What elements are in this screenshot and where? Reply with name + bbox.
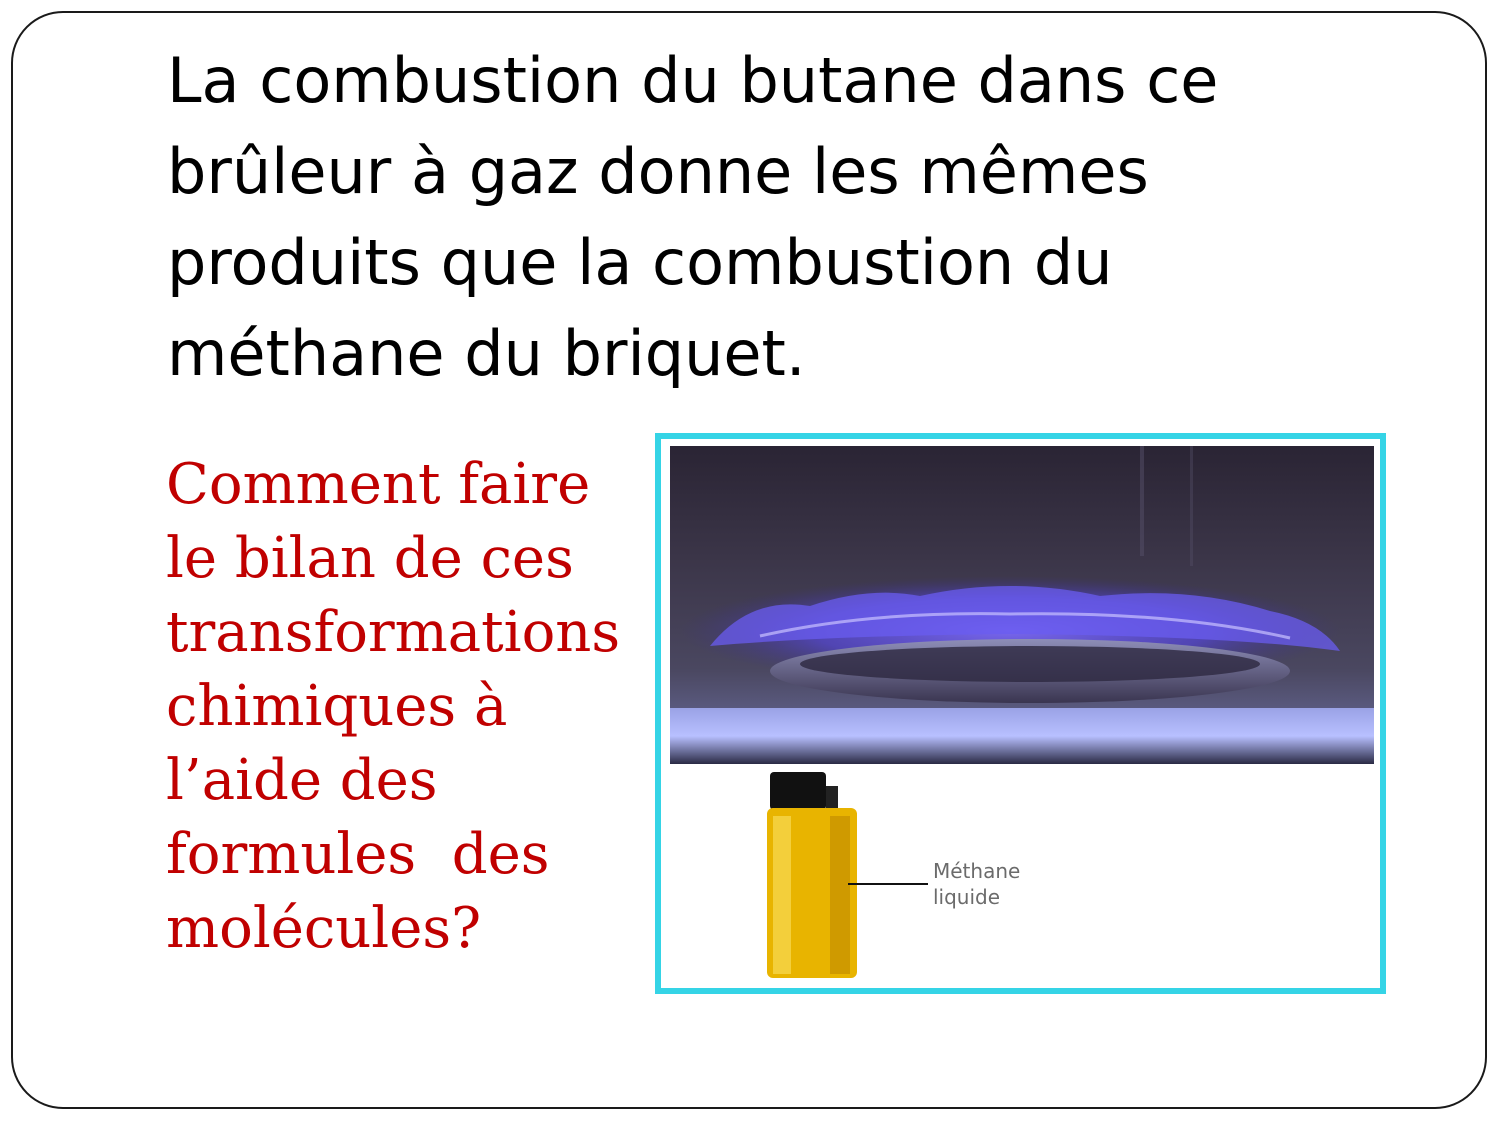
question-line: l’aide des	[166, 748, 438, 813]
title-line: brûleur à gaz donne les mêmes	[167, 135, 1149, 208]
callout-line-text: liquide	[933, 885, 1001, 909]
stove-ledge	[670, 708, 1374, 764]
question-line: formules des	[166, 822, 550, 887]
lighter-shadow	[830, 816, 850, 974]
lighter-icon	[670, 764, 1374, 986]
question-text	[166, 448, 636, 966]
title-line: La combustion du butane dans ce	[167, 44, 1219, 117]
figure-panel	[655, 433, 1386, 994]
question-line: chimiques à	[166, 674, 508, 739]
lighter-highlight	[773, 816, 791, 974]
question-line: transformations	[166, 600, 621, 665]
question-line: le bilan de ces	[166, 526, 574, 591]
title-line: méthane du briquet.	[167, 317, 806, 390]
lighter-wheel	[826, 786, 838, 810]
lighter-cap	[770, 772, 826, 810]
methane-callout-label	[933, 858, 1020, 910]
burner-cap	[800, 646, 1260, 682]
callout-line-text: Méthane	[933, 859, 1021, 883]
question-line: molécules?	[166, 896, 482, 961]
title-line: produits que la combustion du	[167, 226, 1113, 299]
background-line	[1190, 446, 1193, 566]
slide-title	[167, 35, 1317, 399]
gas-burner-flame-image	[670, 446, 1374, 764]
lighter-panel	[670, 764, 1374, 986]
background-line	[1140, 446, 1144, 556]
question-line: Comment faire	[166, 452, 591, 517]
